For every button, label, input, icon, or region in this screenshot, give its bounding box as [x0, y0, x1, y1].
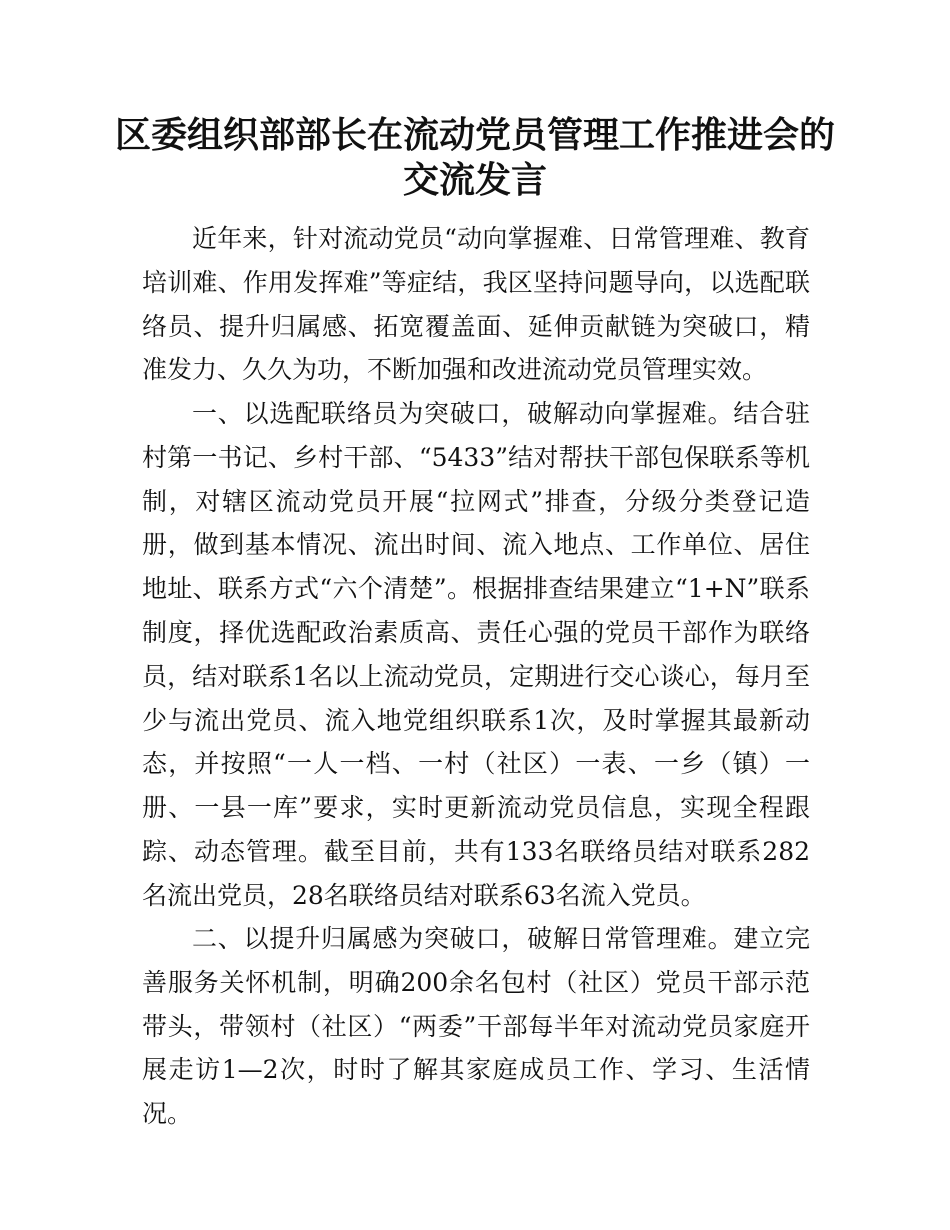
document-title-line-1: 区委组织部部长在流动党员管理工作推进会的 [114, 115, 835, 156]
document-title-line-2: 交流发言 [402, 160, 547, 201]
paragraph-section-one: 一、以选配联络员为突破口，破解动向掌握难。结合驻村第一书记、乡村干部、“5433”结对帮扶干部包保联系等机制，对辖区流动党员开展“拉网式”排查，分级分类登记造册，做到基本情况、流出时间、流入地点、工作单位、居住地址、联系方式“六个清楚”。根据排查结果建立“1+N”联系制度，择优选配政治素质高、责任心强的党员干部作为联络员，结对联系1名以上流动党员，定期进行交心谈心，每月至少与流出党员、流入地党组织联系1次，及时掌握其最新动态，并按照“一人一档、一村（社区）一表、一乡（镇）一册、一县一库”要求，实时更新流动党员信息，实现全程跟踪、动态管理。截至目前，共有133名联络员结对联系282名流出党员，28名联络员结对联系63名流入党员。 [142, 399, 810, 910]
paragraph-intro: 近年来，针对流动党员“动向掌握难、日常管理难、教育培训难、作用发挥难”等症结，我区坚持问题导向，以选配联络员、提升归属感、拓宽覆盖面、延伸贡献链为突破口，精准发力、久久为功，不断加强和改进流动党员管理实效。 [142, 224, 810, 385]
paragraph-section-two: 二、以提升归属感为突破口，破解日常管理难。建立完善服务关怀机制，明确200余名包村（社区）党员干部示范带头，带领村（社区）“两委”干部每半年对流动党员家庭开展走访1—2次，时时了解其家庭成员工作、学习、生活情况。 [142, 924, 810, 1129]
